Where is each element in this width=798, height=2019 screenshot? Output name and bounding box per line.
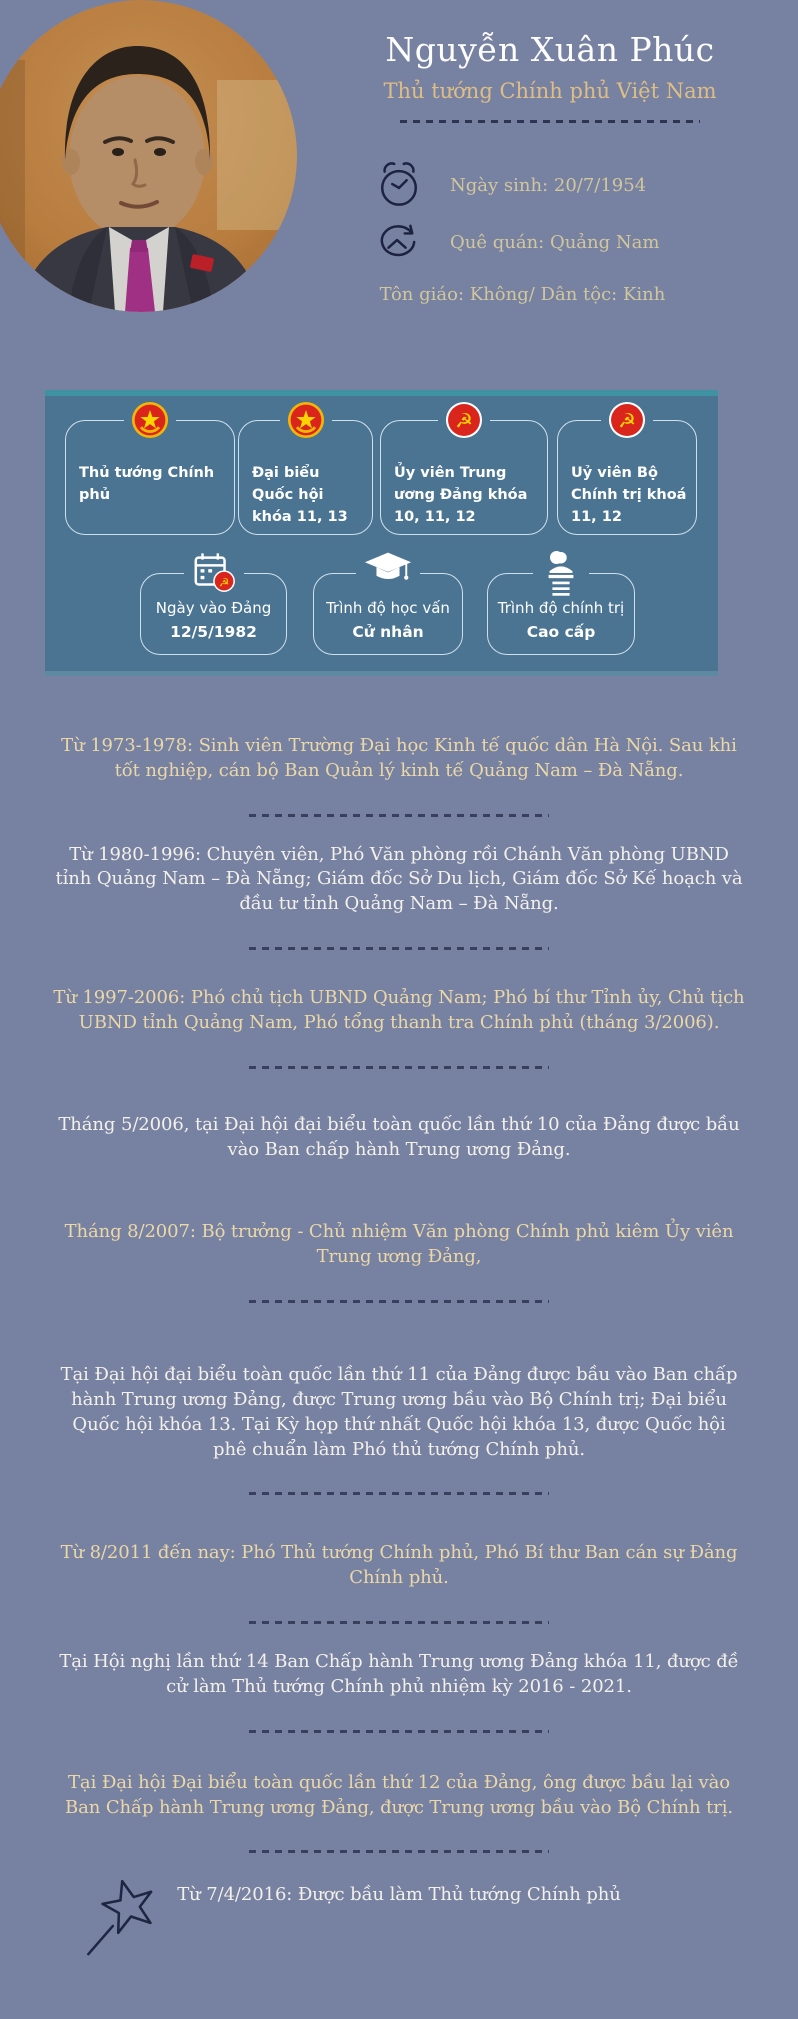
shooting-star-icon [81, 1869, 163, 1961]
timeline-divider [249, 1300, 549, 1303]
svg-text:☭: ☭ [455, 408, 473, 433]
birth-row [300, 158, 798, 212]
person-name: Nguyễn Xuân Phúc [385, 30, 715, 69]
credential-card-label: Ngày vào Đảng [155, 599, 272, 617]
hometown-text: Quê quán: Quảng Nam [450, 231, 660, 253]
birth-text: Ngày sinh: 20/7/1954 [450, 174, 647, 196]
credential-card-label: Trình độ chính trị [497, 599, 625, 617]
timeline-entry-text: Từ 7/4/2016: Được bầu làm Thủ tướng Chính phủ [177, 1884, 621, 1906]
credential-card-value: 12/5/1982 [170, 622, 257, 641]
person-title: Thủ tướng Chính phủ Việt Nam [383, 79, 717, 103]
origin-icon [376, 222, 448, 262]
timeline-entry-text: Tại Đại hội đại biểu toàn quốc lần thứ 11 của Đảng được bầu vào Ban chấp hành Trung ương Đảng, được Trung ương bầu vào Bộ Chính trị; Đại biểu Quốc hội khóa 13. Tại Kỳ họp thứ nhất Quốc hội khóa 13, được Quốc hội phê chuẩn làm Phó thủ tướng Chính phủ. [60, 1364, 738, 1460]
timeline-entry-text: Từ 1973-1978: Sinh viên Trường Đại học Kinh tế quốc dân Hà Nội. Sau khi tốt nghiệp, cán bộ Ban Quản lý kinh tế Quảng Nam – Đà Nẵng. [61, 735, 737, 781]
timeline-entry-text: Tại Đại hội Đại biểu toàn quốc lần thứ 12 của Đảng, ông được bầu lại vào Ban Chấp hành Trung ương Đảng, được Trung ương bầu vào Bộ Chính trị. [65, 1771, 733, 1818]
decor-dot [550, 551, 563, 564]
credential-card [140, 573, 287, 655]
timeline-divider [249, 1066, 549, 1069]
timeline-entry-text: Tháng 5/2006, tại Đại hội đại biểu toàn quốc lần thứ 10 của Đảng được bầu vào Ban chấp hành Trung ương Đảng. [58, 1113, 740, 1160]
position-card [65, 420, 235, 535]
credential-card [487, 573, 635, 655]
timeline-divider [249, 1492, 549, 1495]
timeline-divider [249, 947, 549, 950]
position-card [380, 408, 548, 535]
header [300, 30, 798, 123]
vietnam-emblem-icon [280, 401, 332, 439]
svg-text:☭: ☭ [218, 575, 229, 590]
credential-card-value: Cao cấp [526, 622, 596, 641]
timeline-entry [53, 843, 745, 917]
header-divider [400, 120, 700, 123]
timeline-divider [249, 1850, 549, 1853]
position-card-label: Ủy viên Trung ương Đảng khóa 10, 11, 12 [394, 465, 528, 525]
svg-text:☭: ☭ [618, 408, 636, 433]
timeline-entry [53, 1113, 745, 1163]
timeline-entry [53, 986, 745, 1036]
timeline-divider [249, 814, 549, 817]
position-card [557, 408, 697, 535]
timeline-entry [53, 1363, 745, 1462]
religion-text: Tôn giáo: Không/ Dân tộc: Kinh [379, 284, 666, 305]
alarm-clock-icon [376, 158, 448, 212]
credential-card-value: Cử nhân [352, 622, 424, 641]
timeline-entry [19, 1879, 779, 1989]
graduation-cap-icon [356, 550, 420, 586]
vietnam-emblem-icon [124, 401, 176, 439]
timeline-entry-text: Từ 1980-1996: Chuyên viên, Phó Văn phòng rồi Chánh Văn phòng UBND tỉnh Quảng Nam – Đà Nẵng; Giám đốc Sở Du lịch, Giám đốc Sở Kế hoạch và đầu tư tỉnh Quảng Nam – Đà Nẵng. [55, 843, 743, 915]
religion-row [300, 284, 798, 305]
timeline-entry [53, 1541, 745, 1591]
timeline-entry [53, 734, 745, 784]
hometown-row [300, 222, 798, 262]
position-card [238, 420, 373, 535]
party-emblem-icon [438, 401, 490, 439]
credential-card-label: Trình độ học vấn [326, 599, 450, 617]
portrait-illustration [0, 0, 297, 312]
credential-card [313, 573, 463, 655]
timeline-entry-text: Từ 8/2011 đến nay: Phó Thủ tướng Chính phủ, Phó Bí thư Ban cán sự Đảng Chính phủ. [60, 1542, 738, 1589]
position-card-label: Uỷ viên Bộ Chính trị khoá 11, 12 [571, 465, 687, 525]
timeline-divider [249, 1730, 549, 1733]
position-card-label: Đại biểu Quốc hội khóa 11, 13 [252, 465, 348, 525]
timeline-entry [53, 1220, 745, 1270]
timeline-entry [53, 1650, 745, 1700]
calendar-party-icon [184, 550, 244, 596]
timeline-entry-text: Tháng 8/2007: Bộ trưởng - Chủ nhiệm Văn phòng Chính phủ kiêm Ủy viên Trung ương Đảng, [64, 1221, 734, 1268]
career-timeline [0, 700, 798, 2019]
portrait-photo [0, 0, 297, 312]
timeline-entry-text: Từ 1997-2006: Phó chủ tịch UBND Quảng Nam; Phó bí thư Tỉnh ủy, Chủ tịch UBND tỉnh Quảng Nam, Phó tổng thanh tra Chính phủ (tháng 3/2006). [53, 987, 745, 1033]
party-emblem-icon [601, 401, 653, 439]
timeline-entry-text: Tại Hội nghị lần thứ 14 Ban Chấp hành Trung ương Đảng khóa 11, được đề cử làm Thủ tướng Chính phủ nhiệm kỳ 2016 - 2021. [59, 1651, 739, 1697]
position-card-label: Thủ tướng Chính phủ [79, 465, 215, 503]
timeline-divider [249, 1621, 549, 1624]
positions-panel [45, 390, 718, 676]
timeline-entry [53, 1771, 745, 1821]
